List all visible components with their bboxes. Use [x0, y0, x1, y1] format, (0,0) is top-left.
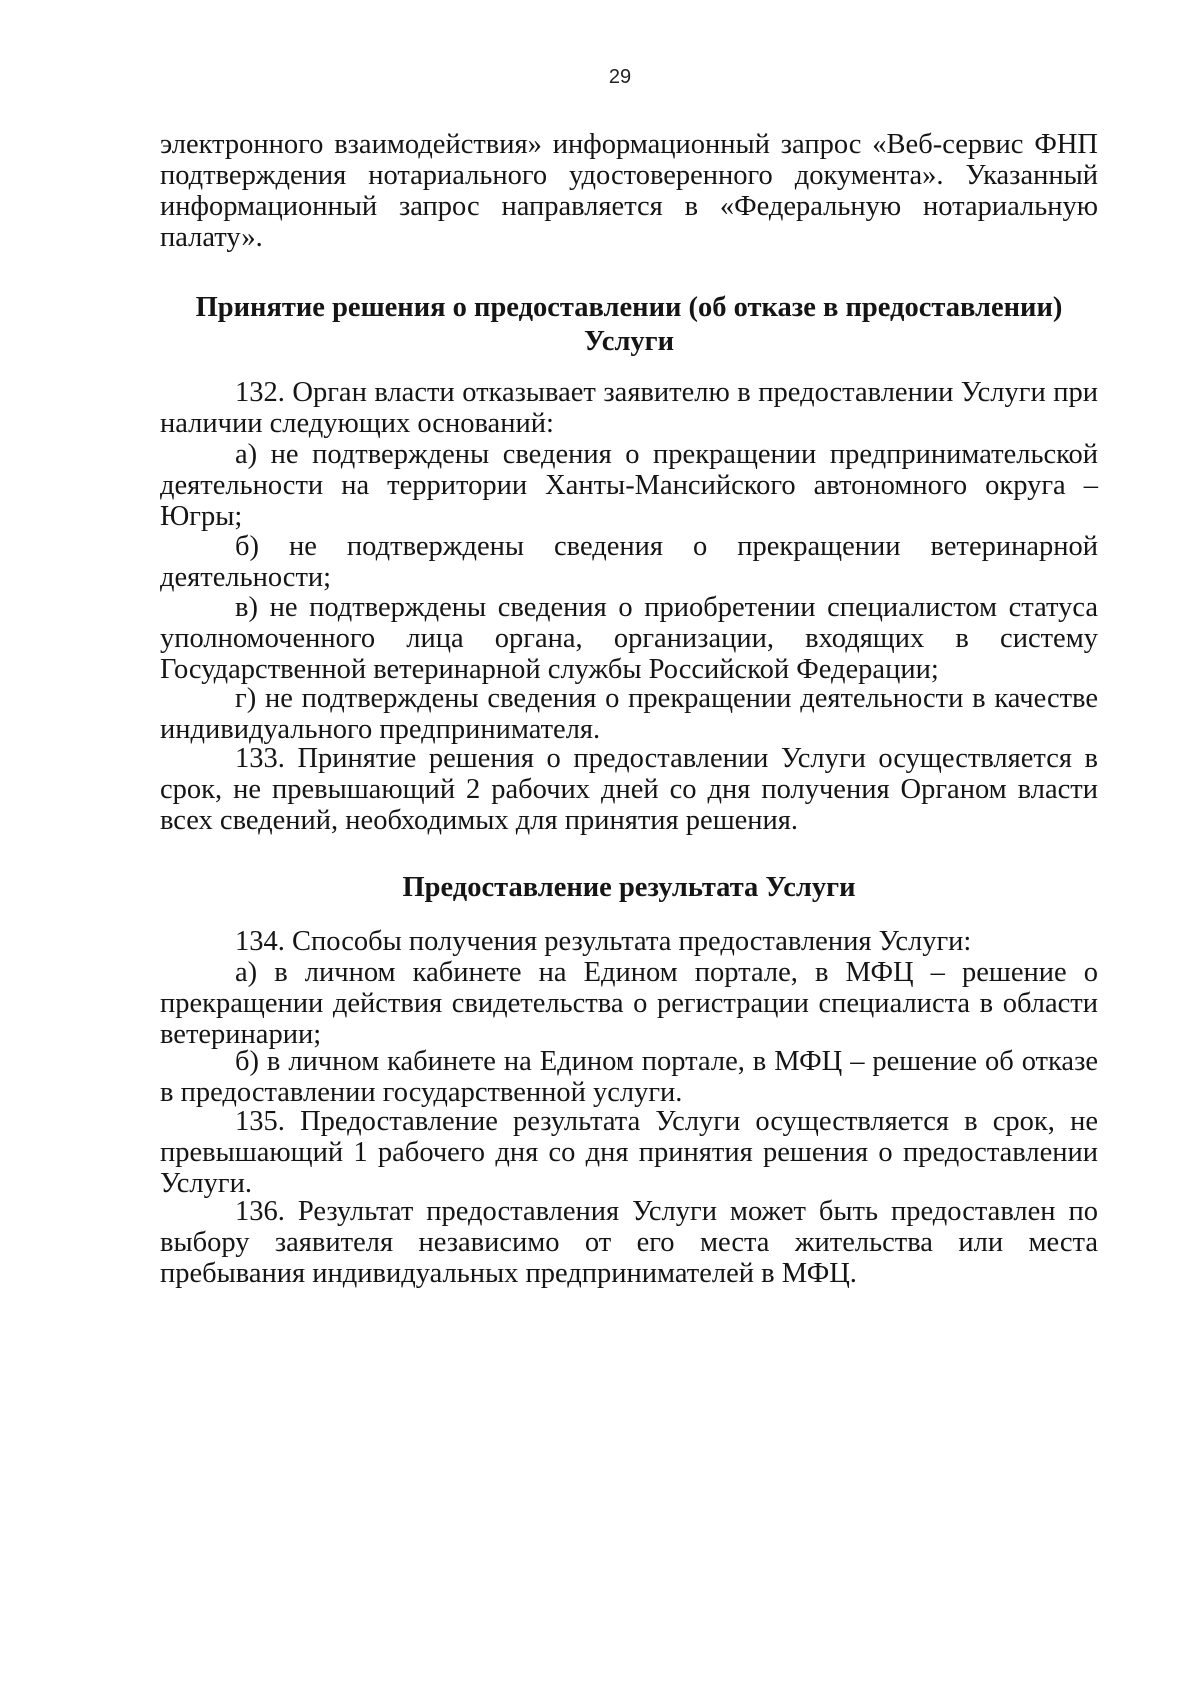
- page-number: 29: [608, 66, 632, 88]
- clause-133: 133. Принятие решения о предоставлении Услуги осуществляется в срок, не превышающий 2 рабочих дней со дня получения Органом власти всех сведений, необходимых для принятия решения.: [160, 743, 1098, 836]
- section-heading-result: Предоставление результата Услуги: [402, 872, 856, 903]
- section-heading-decision: Принятие решения о предоставлении (об отказе в предоставлении) Услуги: [195, 292, 1063, 357]
- clause-134-b: б) в личном кабинете на Едином портале, в МФЦ – решение об отказе в предоставлении государственной услуги.: [160, 1046, 1098, 1108]
- clause-132-g: г) не подтверждены сведения о прекращении деятельности в качестве индивидуального предпринимателя.: [160, 683, 1098, 745]
- clause-132-b: б) не подтверждены сведения о прекращении ветеринарной деятельности;: [160, 531, 1098, 593]
- clause-136: 136. Результат предоставления Услуги может быть предоставлен по выбору заявителя независимо от его места жительства или места пребывания индивидуальных предпринимателей в МФЦ.: [160, 1196, 1098, 1289]
- clause-135: 135. Предоставление результата Услуги осуществляется в срок, не превышающий 1 рабочего дня со дня принятия решения о предоставлении Услуги.: [160, 1106, 1098, 1199]
- intro-paragraph: электронного взаимодействия» информационный запрос «Веб-сервис ФНП подтверждения нотариального удостоверенного документа». Указанный информационный запрос направляется в «Федеральную нотариальную палату».: [160, 129, 1098, 253]
- clause-132-v: в) не подтверждены сведения о приобретении специалистом статуса уполномоченного лица органа, организации, входящих в систему Государственной ветеринарной службы Российской Федерации;: [160, 592, 1098, 685]
- clause-134-a: а) в личном кабинете на Едином портале, в МФЦ – решение о прекращении действия свидетельства о регистрации специалиста в области ветеринарии;: [160, 957, 1098, 1050]
- clause-132-a: а) не подтверждены сведения о прекращении предпринимательской деятельности на территории Ханты-Мансийского автономного округа – Югры;: [160, 439, 1098, 532]
- clause-134: 134. Способы получения результата предоставления Услуги:: [235, 926, 972, 957]
- clause-132: 132. Орган власти отказывает заявителю в предоставлении Услуги при наличии следующих оснований:: [160, 377, 1098, 439]
